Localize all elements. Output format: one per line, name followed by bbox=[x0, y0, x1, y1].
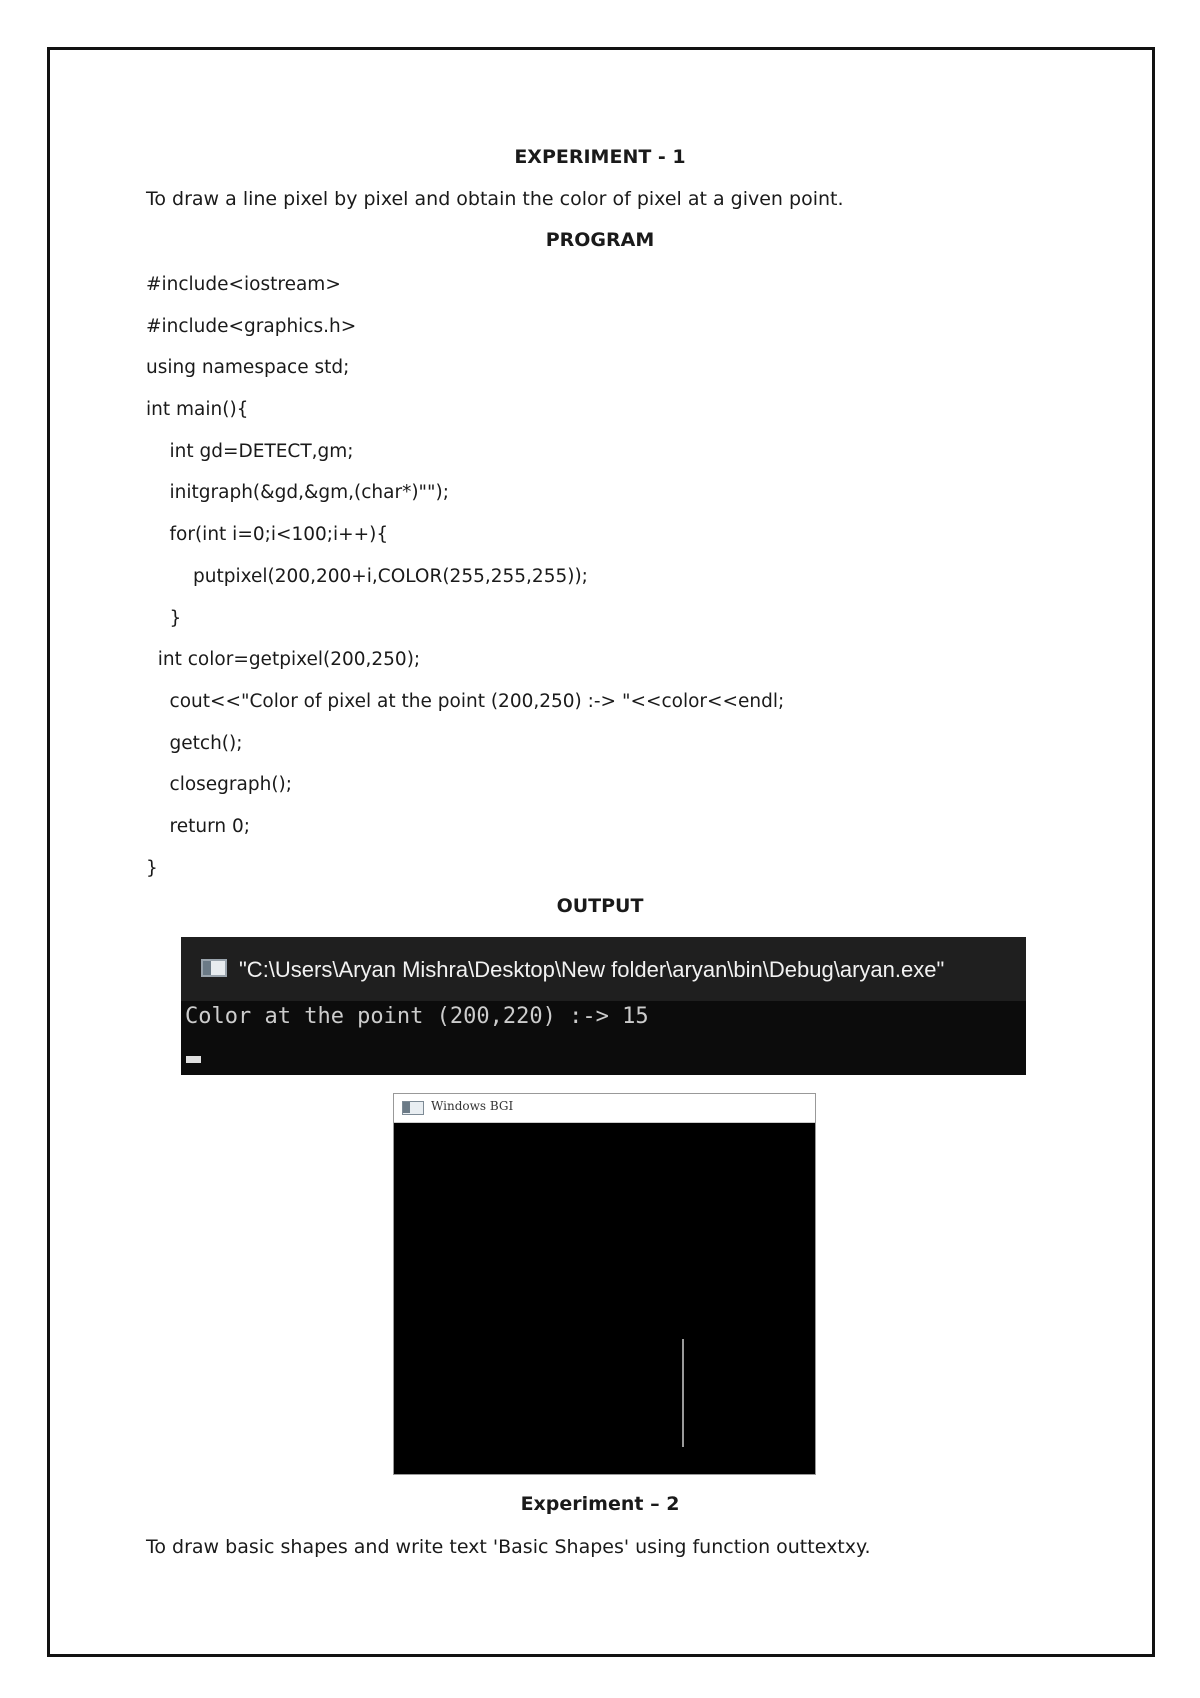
code-line: } bbox=[146, 607, 182, 629]
drawn-pixel-line bbox=[682, 1339, 684, 1447]
experiment-1-aim: To draw a line pixel by pixel and obtain the color of pixel at a given point. bbox=[146, 188, 844, 210]
code-line: using namespace std; bbox=[146, 357, 350, 379]
code-line: putpixel(200,200+i,COLOR(255,255,255)); bbox=[146, 565, 588, 587]
code-line: } bbox=[146, 857, 158, 879]
output-heading: OUTPUT bbox=[556, 895, 644, 917]
console-cursor bbox=[186, 1056, 201, 1063]
code-line: int main(){ bbox=[146, 399, 249, 421]
console-title-bar bbox=[181, 937, 1026, 1001]
bgi-window-screenshot bbox=[393, 1093, 816, 1475]
code-line: cout<<"Color of pixel at the point (200,250) :-> "<<color<<endl; bbox=[146, 690, 785, 712]
console-title: "C:\Users\Aryan Mishra\Desktop\New folder\aryan\bin\Debug\aryan.exe" bbox=[239, 957, 945, 982]
experiment-2-heading: Experiment – 2 bbox=[520, 1493, 680, 1515]
code-line: for(int i=0;i<100;i++){ bbox=[146, 524, 389, 546]
console-window-screenshot bbox=[181, 937, 1026, 1075]
program-heading: PROGRAM bbox=[545, 229, 655, 251]
code-line: getch(); bbox=[146, 732, 243, 754]
code-line: return 0; bbox=[146, 815, 250, 837]
console-output-line: Color at the point (200,220) :-> 15 bbox=[185, 1004, 649, 1029]
experiment-2-aim: To draw basic shapes and write text 'Basic Shapes' using function outtextxy. bbox=[146, 1536, 871, 1558]
experiment-1-heading: EXPERIMENT - 1 bbox=[514, 146, 686, 168]
code-line: int color=getpixel(200,250); bbox=[146, 649, 421, 671]
code-block bbox=[146, 264, 784, 889]
bgi-window-icon bbox=[402, 1101, 424, 1115]
console-app-icon bbox=[201, 959, 227, 977]
code-line: #include<graphics.h> bbox=[146, 315, 357, 337]
bgi-title-bar bbox=[394, 1094, 815, 1123]
code-line: closegraph(); bbox=[146, 774, 292, 796]
code-line: #include<iostream> bbox=[146, 274, 341, 295]
code-line: int gd=DETECT,gm; bbox=[146, 440, 354, 462]
code-line: initgraph(&gd,&gm,(char*)""); bbox=[146, 482, 450, 504]
bgi-window-title: Windows BGI bbox=[431, 1099, 514, 1113]
